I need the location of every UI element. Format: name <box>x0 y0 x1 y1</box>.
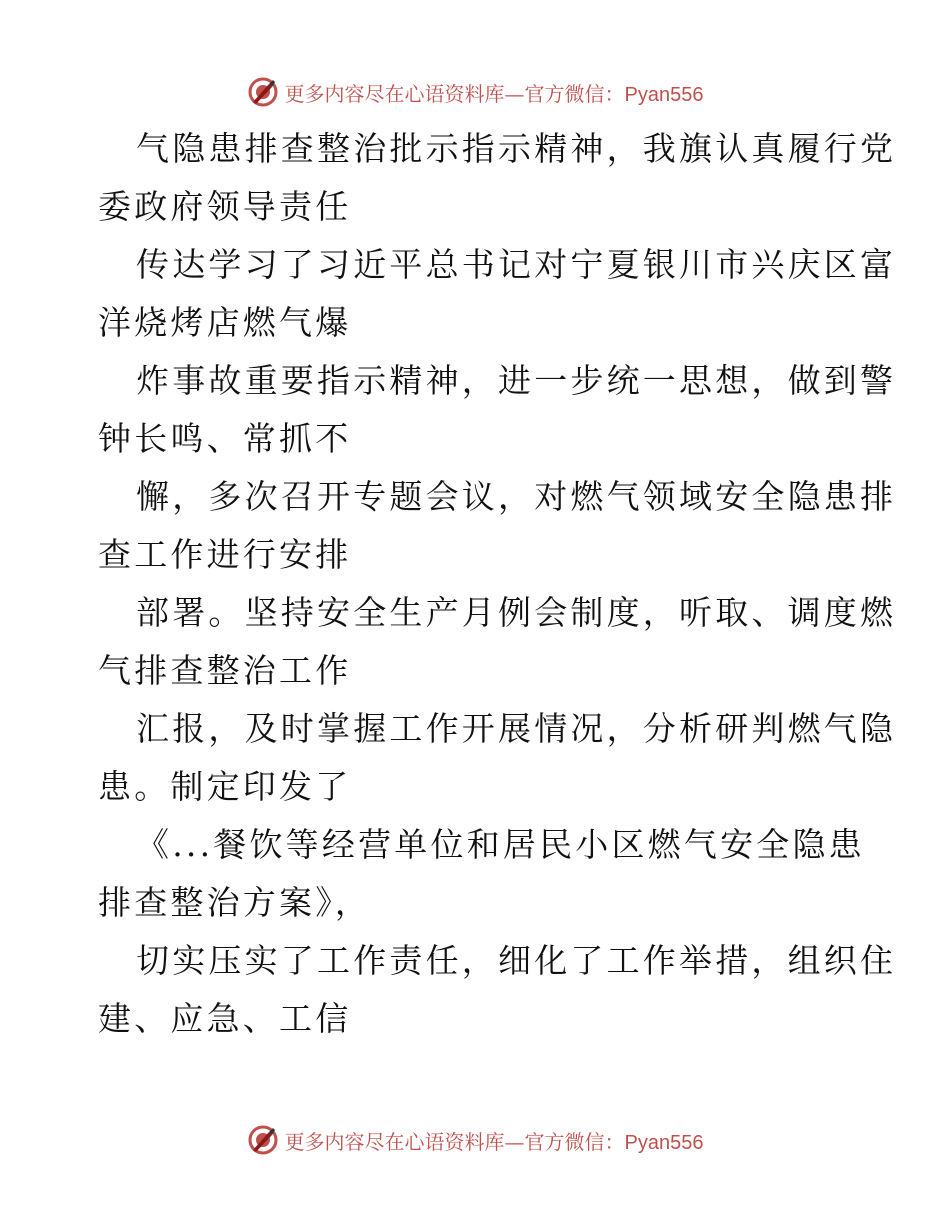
paragraph <box>98 700 897 816</box>
paragraph-line: 炸事故重要指示精神，进一步统一思想，做到警 <box>136 361 897 400</box>
footer-watermark <box>0 1120 950 1160</box>
paragraph-line: 排查整治方案》， <box>98 883 372 922</box>
paragraph-line: 切实压实了工作责任，细化了工作举措，组织住 <box>136 941 897 980</box>
paragraph-line: 传达学习了习近平总书记对宁夏银川市兴庆区富 <box>136 245 897 284</box>
watermark-text: 更多内容尽在心语资料库—官方微信：Pyan556 <box>284 1129 704 1154</box>
document-body <box>98 120 897 1048</box>
paragraph-line: 查工作进行安排 <box>98 535 352 574</box>
paragraph-line: 气排查整治工作 <box>98 651 352 690</box>
paragraph <box>98 352 897 468</box>
paragraph <box>98 120 897 236</box>
paragraph-line: 部署。坚持安全生产月例会制度，听取、调度燃 <box>136 593 897 632</box>
paragraph-line: 建、应急、工信 <box>98 999 352 1038</box>
paragraph <box>98 236 897 352</box>
paragraph <box>98 932 897 1048</box>
seal-pen-icon <box>247 76 279 108</box>
header-watermark <box>0 72 950 112</box>
paragraph-line: 委政府领导责任 <box>98 187 352 226</box>
seal-pen-icon <box>247 1124 279 1156</box>
paragraph <box>98 816 865 932</box>
watermark-text: 更多内容尽在心语资料库—官方微信：Pyan556 <box>284 81 704 106</box>
paragraph-line: 懈，多次召开专题会议，对燃气领域安全隐患排 <box>136 477 897 516</box>
paragraph-line: 《...餐饮等经营单位和居民小区燃气安全隐患 <box>136 825 865 864</box>
paragraph <box>98 584 897 700</box>
paragraph-line: 气隐患排查整治批示指示精神，我旗认真履行党 <box>136 129 897 168</box>
paragraph-line: 汇报，及时掌握工作开展情况，分析研判燃气隐 <box>136 709 897 748</box>
paragraph-line: 钟长鸣、常抓不 <box>98 419 352 458</box>
paragraph <box>98 468 897 584</box>
paragraph-line: 患。制定印发了 <box>98 767 352 806</box>
paragraph-line: 洋烧烤店燃气爆 <box>98 303 352 342</box>
